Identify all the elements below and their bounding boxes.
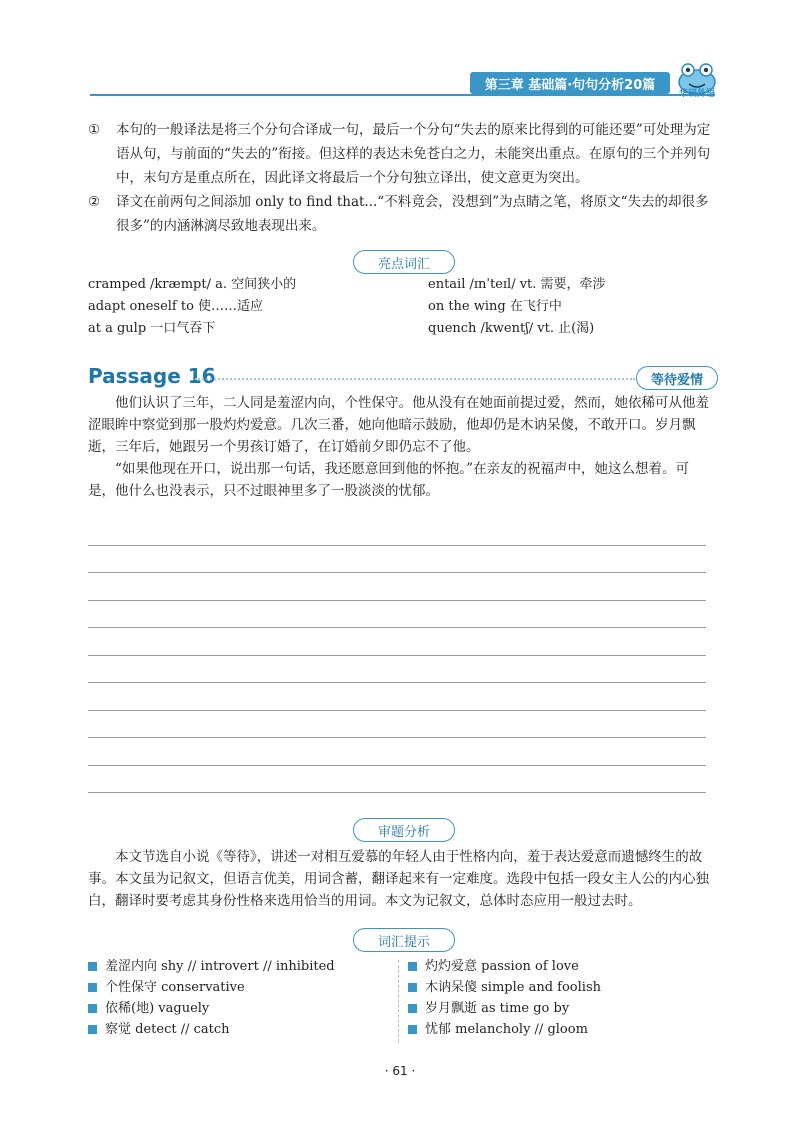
bullet-square-icon (88, 962, 97, 971)
hint-row (88, 1019, 718, 1040)
vocab-entry: quench /kwentʃ/ vt. 止(渴) (428, 321, 595, 336)
hint-row (88, 977, 718, 998)
answer-line[interactable] (88, 766, 706, 794)
answer-line[interactable] (88, 738, 706, 766)
note-number: ① (88, 122, 101, 138)
passage-paragraph: “如果他现在开口，说出那一句话，我还愿意回到他的怀抱。”在亲友的祝福声中，她这么想着。可是，他什么也没表示，只不过眼神里多了一股淡淡的忧郁。 (88, 461, 690, 499)
hint-entry: 忧郁 melancholy // gloom (425, 1022, 588, 1037)
vocab-entry: entail /ɪnˈteɪl/ vt. 需要，牵涉 (428, 277, 606, 292)
translation-notes (88, 118, 718, 238)
hint-entry: 察觉 detect // catch (105, 1022, 230, 1037)
answer-line[interactable] (88, 628, 706, 656)
vocab-row (88, 274, 718, 296)
bullet-square-icon (88, 1025, 97, 1034)
answer-line[interactable] (88, 601, 706, 629)
answer-line[interactable] (88, 711, 706, 739)
chapter-header: 第三章 基础篇·句句分析20篇 (470, 72, 670, 94)
note-number: ② (88, 194, 101, 210)
hint-entry: 依稀(地) vaguely (105, 1001, 210, 1016)
note-item (88, 190, 718, 238)
bullet-square-icon (408, 983, 417, 992)
highlight-vocab-list (88, 274, 718, 340)
brand-logo-text: 华研外语 (678, 89, 715, 99)
hint-entry: 灼灼爱意 passion of love (425, 959, 579, 974)
vocab-row (88, 318, 718, 340)
page-number: · 61 · (384, 1064, 416, 1078)
vocab-entry: at a gulp 一口气吞下 (88, 321, 216, 336)
analysis-text: 本文节选自小说《等待》，讲述一对相互爱慕的年轻人由于性格内向，羞于表达爱意而遗憾终生的故事。本文虽为记叙文，但语言优美，用词含蓄，翻译起来有一定难度。选段中包括一段女主人公的内心独白，翻译时要考虑其身份性格来选用恰当的用词。本文为记叙文，总体时态应用一般过去时。 (88, 849, 709, 909)
dotted-divider (195, 378, 635, 380)
header-rule (90, 94, 715, 96)
answer-line[interactable] (88, 546, 706, 574)
vocab-hints-tag: 词汇提示 (353, 928, 455, 952)
bullet-square-icon (88, 983, 97, 992)
vocab-entry: adapt oneself to 使……适应 (88, 299, 264, 314)
hint-entry: 个性保守 conservative (105, 980, 245, 995)
hint-row (88, 956, 718, 977)
highlight-vocab-tag: 亮点词汇 (353, 250, 455, 274)
vocab-entry: on the wing 在飞行中 (428, 299, 562, 314)
hint-entry: 岁月飘逝 as time go by (425, 1001, 570, 1016)
answer-lines[interactable] (88, 518, 706, 793)
answer-line[interactable] (88, 573, 706, 601)
passage-title: Passage 16 (88, 364, 216, 388)
vocab-row (88, 296, 718, 318)
passage-body (88, 392, 716, 502)
answer-line[interactable] (88, 656, 706, 684)
analysis-tag: 审题分析 (353, 818, 455, 842)
passage-paragraph: 他们认识了三年，二人同是羞涩内向，个性保守。他从没有在她面前提过爱，然而，她依稀可从他羞涩眼眸中察觉到那一股灼灼爱意。几次三番，她向他暗示鼓励，他却仍是木讷呆傻，不敢开口。岁月飘逝，三年后，她跟另一个男孩订婚了，在订婚前夕即仍忘不了他。 (88, 395, 709, 455)
bullet-square-icon (88, 1004, 97, 1013)
hint-entry: 木讷呆傻 simple and foolish (425, 980, 601, 995)
analysis-section (88, 846, 716, 912)
bullet-square-icon (408, 1025, 417, 1034)
answer-line[interactable] (88, 518, 706, 546)
vocab-hints-list (88, 956, 718, 1040)
passage-topic-tag: 等待爱情 (636, 366, 718, 390)
note-text: 本句的一般译法是将三个分句合译成一句，最后一个分句“失去的原来比得到的可能还要”可处理为定语从句，与前面的“失去的”衔接。但这样的表达未免苍白之力，未能突出重点。在原句的三个并列句中，末句方是重点所在，因此译文将最后一个分句独立译出，使文意更为突出。 (116, 122, 711, 186)
bullet-square-icon (408, 1004, 417, 1013)
note-item (88, 118, 718, 190)
bullet-square-icon (408, 962, 417, 971)
note-text: 译文在前两句之间添加 only to find that...“不料竟会，没想到”为点睛之笔，将原文“失去的却很多很多”的内涵淋漓尽致地表现出来。 (116, 194, 709, 234)
answer-line[interactable] (88, 683, 706, 711)
hint-entry: 羞涩内向 shy // introvert // inhibited (105, 959, 335, 974)
hint-row (88, 998, 718, 1019)
vocab-entry: cramped /kræmpt/ a. 空间狭小的 (88, 277, 297, 292)
